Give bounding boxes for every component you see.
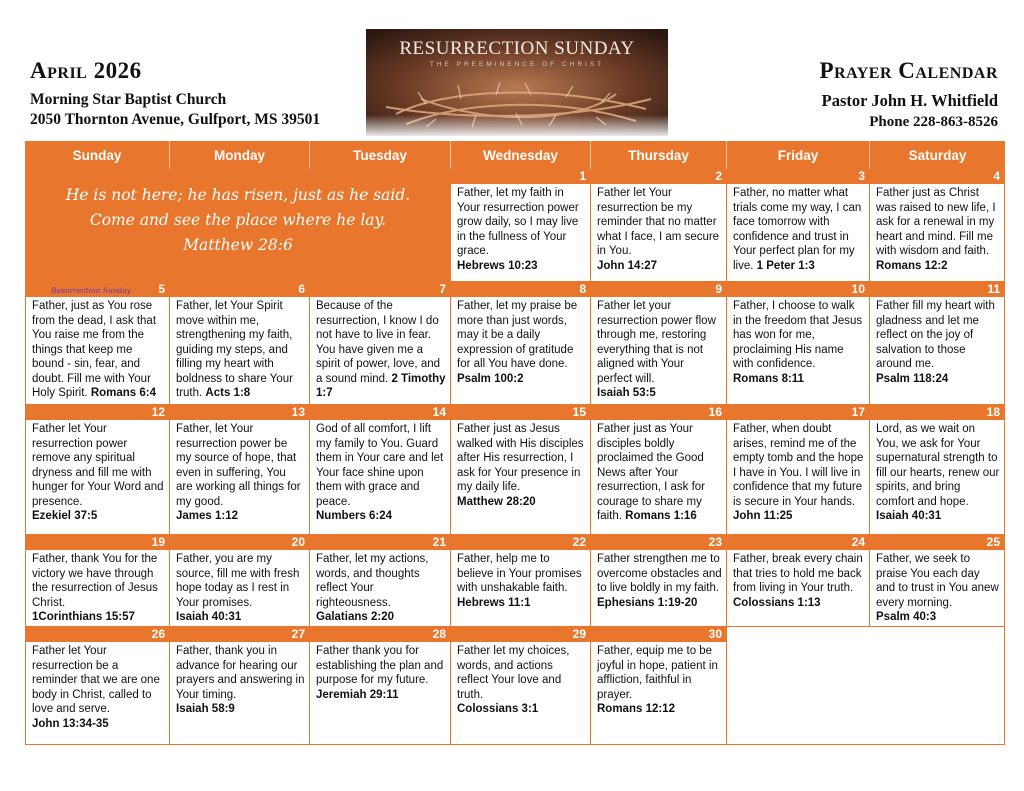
day-number: 24: [727, 535, 869, 550]
scripture-ref: Romans 12:2: [876, 259, 948, 272]
prayer-text: Father let Your resurrection be a reminder that we are one body in Christ, called to love and serve. John 13:34-35: [32, 645, 160, 730]
scripture-ref: Romans 12:12: [597, 703, 675, 715]
day-number: 14: [310, 405, 450, 420]
prayer-text: Father strengthen me to overcome obstacles and to live boldly in my faith. Ephesians 1:19-20: [597, 553, 722, 609]
prayer-text: Father, equip me to be joyful in hope, patient in affliction, faithful in prayer. Romans 12:12: [597, 645, 718, 715]
prayer-text: Father, let my faith in Your resurrection power grow daily, so I may live in the fullness of Your grace. Hebrews 10:23: [457, 187, 579, 272]
scripture-ref: Romans 6:4: [90, 387, 156, 399]
scripture-ref: John 13:34-35: [32, 717, 109, 730]
empty-cell: [727, 627, 1005, 745]
calendar-grid: [25, 141, 1005, 745]
scripture-ref: James 1:12: [176, 510, 239, 522]
day-cell: [591, 282, 727, 405]
day-cell: [591, 169, 727, 282]
day-number: 2: [591, 169, 726, 184]
quote-reference: Matthew 28:6: [183, 236, 293, 254]
day-cell: [870, 535, 1005, 627]
day-number: Resurrection Sunday 5: [26, 282, 169, 297]
prayer-text: Father just as Jesus walked with His disciples after His resurrection, I ask for Your presence in my daily life. Matthew 28:20: [457, 423, 584, 508]
day-header-thursday: Thursday: [591, 141, 727, 169]
day-number: 13: [170, 405, 309, 420]
day-number: 1: [451, 169, 590, 184]
day-cell: [25, 535, 170, 627]
day-header-saturday: Saturday: [870, 141, 1005, 169]
day-number: 25: [870, 535, 1004, 550]
day-cell: [451, 535, 591, 627]
scripture-ref: 2 Timothy 1:7: [316, 372, 446, 399]
day-cell: [451, 282, 591, 405]
day-cell: [727, 169, 870, 282]
prayer-text: Father, let Your resurrection power be my source of hope, that even in suffering, You are working all things for my good. James 1:12: [176, 423, 301, 522]
scripture-ref: John 11:25: [733, 510, 793, 522]
day-cell: [451, 169, 591, 282]
day-number: 12: [26, 405, 169, 420]
resurrection-banner-image: [366, 29, 668, 136]
prayer-text: Father, I choose to walk in the freedom that Jesus has won for me, proclaiming His name with confidence. Romans 8:11: [733, 300, 863, 385]
scripture-ref: Colossians 1:13: [733, 596, 821, 609]
prayer-text: Because of the resurrection, I know I do not have to live in fear. You have given me a spirit of power, love, and a sound mind. 2 Timothy 1:7: [316, 300, 446, 399]
day-cell: [727, 535, 870, 627]
day-cell: [25, 627, 170, 745]
day-header-tuesday: Tuesday: [310, 141, 451, 169]
month-title: April 2026: [30, 58, 142, 83]
scripture-ref: Psalm 100:2: [457, 372, 524, 385]
scripture-ref: Matthew 28:20: [457, 495, 536, 508]
day-number: 11: [870, 282, 1004, 297]
day-cell: [451, 405, 591, 535]
day-number: 6: [170, 282, 309, 297]
day-cell: [170, 405, 310, 535]
prayer-text: Father, let Your Spirit move within me, strengthening my faith, guiding my steps, and filling my heart with boldness to share Your truth. Acts 1:8: [176, 300, 294, 399]
day-number: 30: [591, 627, 726, 642]
prayer-text: Father, help me to believe in Your promises with unshakable faith. Hebrews 11:1: [457, 553, 582, 609]
prayer-text: Father, we seek to praise You each day and to trust in You anew every morning. Psalm 40:3: [876, 553, 999, 623]
day-number: 23: [591, 535, 726, 550]
scripture-ref: Isaiah 58:9: [176, 703, 235, 715]
day-number: 20: [170, 535, 309, 550]
scripture-ref: Psalm 40:3: [876, 611, 937, 623]
day-cell: [310, 282, 451, 405]
calendar-header-right: [820, 58, 998, 132]
day-number: 9: [591, 282, 726, 297]
scripture-ref: Psalm 118:24: [876, 372, 949, 385]
day-number: 27: [170, 627, 309, 642]
day-cell: [25, 405, 170, 535]
prayer-text: Father, no matter what trials come my way, I can face tomorrow with confidence and trust in Your perfect plan for my live. 1 Peter 1:3: [733, 187, 862, 272]
scripture-ref: Ephesians 1:19-20: [597, 596, 698, 609]
day-cell: [870, 169, 1005, 282]
day-cell: [170, 535, 310, 627]
scripture-ref: 1 Peter 1:3: [756, 259, 815, 272]
scripture-ref: Galatians 2:20: [316, 611, 394, 623]
day-cell: [310, 627, 451, 745]
day-number: 28: [310, 627, 450, 642]
prayer-text: Father, thank you in advance for hearing our prayers and answering in Your timing. Isaiah 58:9: [176, 645, 305, 715]
scripture-ref: Isaiah 53:5: [597, 387, 656, 399]
prayer-text: Father let my choices, words, and actions reflect Your love and truth. Colossians 3:1: [457, 645, 570, 715]
day-header-wednesday: Wednesday: [451, 141, 591, 169]
day-cell: [25, 282, 170, 405]
scripture-ref: Romans 1:16: [625, 510, 697, 522]
day-number: 4: [870, 169, 1004, 184]
day-cell: [727, 405, 870, 535]
prayer-text: Father, let my actions, words, and thoughts reflect Your righteousness. Galatians 2:20: [316, 553, 429, 623]
phone-number: Phone 228-863-8526: [869, 114, 998, 130]
scripture-ref: Romans 8:11: [733, 372, 804, 385]
day-cell: [591, 535, 727, 627]
day-number: 18: [870, 405, 1004, 420]
scripture-ref: Acts 1:8: [205, 387, 251, 399]
prayer-text: Lord, as we wait on You, we ask for Your supernatural strength to fill our hearts, renew our spirits, and bring comfort and hope. Isaiah 40:31: [876, 423, 1000, 522]
day-number: 7: [310, 282, 450, 297]
day-header-friday: Friday: [727, 141, 870, 169]
day-number: 29: [451, 627, 590, 642]
scripture-ref: Numbers 6:24: [316, 510, 393, 522]
day-cell: [870, 282, 1005, 405]
scripture-ref: Hebrews 11:1: [457, 596, 531, 609]
day-number: 16: [591, 405, 726, 420]
prayer-text: Father just as Christ was raised to new life, I ask for a renewal in my heart and mind. Fill me with wisdom and faith. Romans 12:2: [876, 187, 996, 272]
day-header-sunday: Sunday: [25, 141, 170, 169]
prayer-text: Father let your resurrection power flow through me, restoring everything that is not aligned with Your perfect will. Isaiah 53:5: [597, 300, 716, 399]
scripture-ref: Colossians 3:1: [457, 703, 539, 715]
day-number: 19: [26, 535, 169, 550]
scripture-ref: Hebrews 10:23: [457, 259, 538, 272]
church-name: Morning Star Baptist Church: [30, 91, 227, 108]
day-number: 8: [451, 282, 590, 297]
prayer-text: Father let Your resurrection power remove any spiritual dryness and fill me with hunger for Your Word and presence. Ezekiel 37:5: [32, 423, 164, 522]
day-number: 22: [451, 535, 590, 550]
day-header-monday: Monday: [170, 141, 310, 169]
prayer-text: Father, just as You rose from the dead, I ask that You raise me from the things that keep me bound - sin, fear, and doubt. Fill me with Your Holy Spirit. Romans 6:4: [32, 300, 157, 399]
day-number: 10: [727, 282, 869, 297]
church-address: 2050 Thornton Avenue, Gulfport, MS 39501: [30, 111, 321, 128]
prayer-text: Father, when doubt arises, remind me of the empty tomb and the hope I have in You. I will live in confidence that my future is secure in Your hands. John 11:25: [733, 423, 864, 522]
prayer-text: Father let Your resurrection be my reminder that no matter what I face, I am secure in You. John 14:27: [597, 187, 720, 272]
day-number: 21: [310, 535, 450, 550]
day-number: 26: [26, 627, 169, 642]
day-cell: [310, 535, 451, 627]
prayer-text: Father fill my heart with gladness and let me reflect on the joy of salvation to those around me. Psalm 118:24: [876, 300, 995, 385]
day-cell: [870, 405, 1005, 535]
scripture-ref: Ezekiel 37:5: [32, 510, 98, 522]
day-cell: [727, 282, 870, 405]
day-number: 15: [451, 405, 590, 420]
scripture-ref: Isaiah 40:31: [876, 510, 942, 522]
day-cell: [170, 627, 310, 745]
prayer-text: Father, let my praise be more than just words, may it be a daily expression of gratitude for all You have done. Psalm 100:2: [457, 300, 578, 385]
day-cell: [170, 282, 310, 405]
day-cell: [310, 405, 451, 535]
scripture-ref: John 14:27: [597, 259, 658, 272]
day-number: 3: [727, 169, 869, 184]
scripture-ref: 1Corinthians 15:57: [32, 611, 135, 623]
prayer-text: Father, thank You for the victory we have through the resurrection of Jesus Christ. 1Corinthians 15:57: [32, 553, 158, 623]
scripture-quote: [25, 169, 451, 282]
scripture-ref: Isaiah 40:31: [176, 611, 242, 623]
prayer-text: Father thank you for establishing the plan and purpose for my future. Jeremiah 29:11: [316, 645, 444, 701]
banner-subtitle: THE PREEMINENCE OF CHRIST: [429, 61, 605, 68]
day-cell: [451, 627, 591, 745]
prayer-text: Father just as Your disciples boldly proclaimed the Good News after Your resurrection, I ask for courage to share my faith. Romans 1:16: [597, 423, 706, 522]
day-cell: [591, 405, 727, 535]
scripture-ref: Jeremiah 29:11: [316, 688, 399, 701]
calendar-header-left: [30, 58, 320, 130]
pastor-name: Pastor John H. Whitfield: [821, 91, 998, 110]
quote-line-2: Come and see the place where he lay.: [89, 211, 387, 229]
resurrection-sunday-tag: Resurrection Sunday: [51, 286, 132, 295]
banner-title: RESURRECTION SUNDAY: [399, 38, 635, 59]
quote-line-1: He is not here; he has risen, just as he said.: [65, 186, 411, 204]
day-number: 17: [727, 405, 869, 420]
prayer-text: Father, you are my source, fill me with fresh hope today as I rest in Your promises. Isaiah 40:31: [176, 553, 300, 623]
calendar-title: Prayer Calendar: [819, 58, 998, 83]
prayer-text: Father, break every chain that tries to hold me back from living in Your truth. Colossians 1:13: [733, 553, 863, 609]
prayer-text: God of all comfort, I lift my family to You. Guard them in Your care and let Your face shine upon them with grace and peace. Numbers 6:24: [316, 423, 444, 522]
day-cell: [591, 627, 727, 745]
